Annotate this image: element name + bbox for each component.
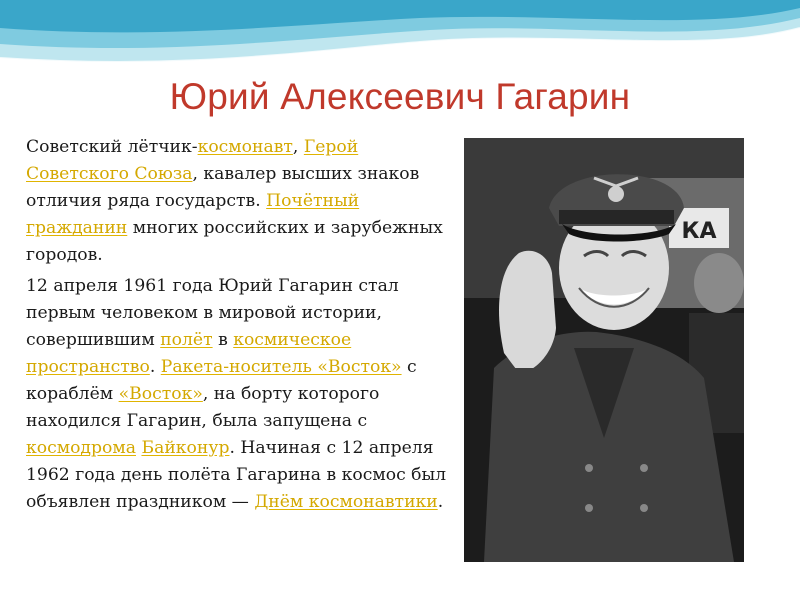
wiki-link[interactable]: Ракета-носитель «Восток» (160, 357, 402, 377)
wiki-link[interactable]: Герой Советского Союза (26, 137, 359, 184)
paragraph-text: , (292, 137, 304, 157)
wiki-link[interactable]: «Восток» (118, 384, 203, 404)
slide-title: Юрий Алексеевич Гагарин (169, 76, 631, 117)
biography-paragraph-2 (26, 273, 456, 516)
wiki-link[interactable]: Байконур (141, 438, 230, 458)
paragraph-text: в (212, 330, 234, 350)
wiki-link[interactable]: Почётный гражданин (26, 191, 360, 238)
photo-sign-text: КА (681, 219, 717, 244)
wiki-link[interactable]: космодрома (26, 438, 136, 458)
paragraph-text: с кораблём (26, 357, 417, 404)
paragraph-text: Советский лётчик- (26, 137, 198, 157)
paragraph-text: 12 апреля 1961 года Юрий Гагарин стал первым человеком в мировой истории, совершившим (26, 276, 399, 350)
wiki-link[interactable]: космонавт (197, 137, 293, 157)
paragraph-text: . Начиная с 12 апреля 1962 года день полёта Гагарина в космос был объявлен праздником — (26, 438, 447, 512)
biography-paragraph-1 (26, 134, 456, 269)
biography-text (26, 134, 456, 520)
paragraph-text: . (149, 357, 161, 377)
wiki-link[interactable]: полёт (160, 330, 213, 350)
paragraph-text: . (437, 492, 444, 512)
wiki-link[interactable]: Днём космонавтики (254, 492, 438, 512)
wiki-link[interactable]: космическое пространство (26, 330, 352, 377)
paragraph-text: , кавалер высших знаков отличия ряда государств. (26, 164, 420, 211)
paragraph-text: , на борту которого находился Гагарин, была запущена с (26, 384, 380, 431)
gagarin-photo (464, 138, 744, 562)
paragraph-text: многих российских и зарубежных городов. (26, 218, 443, 265)
